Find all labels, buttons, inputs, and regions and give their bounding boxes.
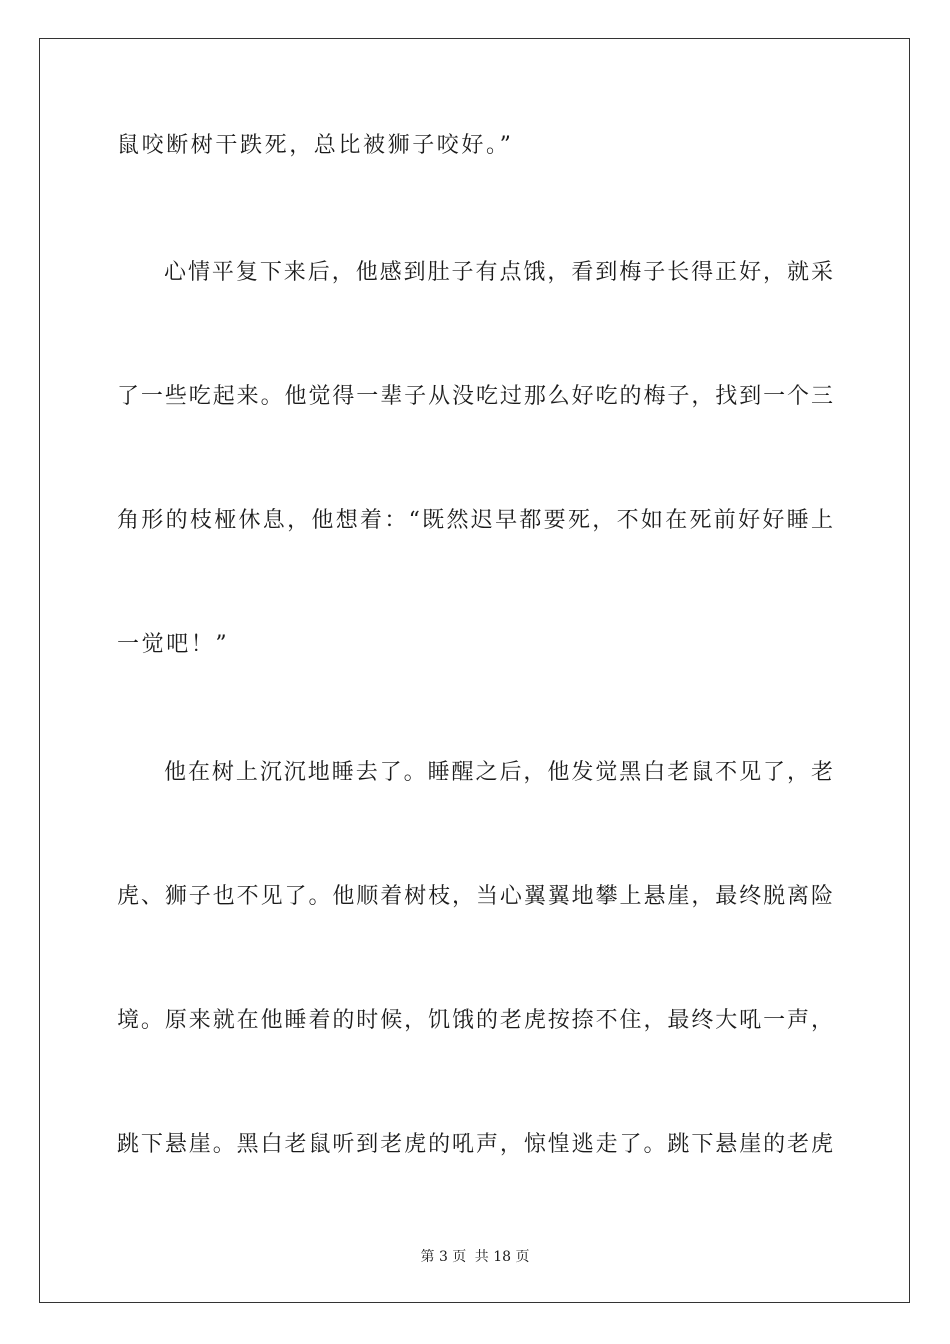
page-border: [39, 38, 910, 1303]
page-footer: [0, 1247, 950, 1267]
text-line-1: 鼠咬断树干跌死，总比被狮子咬好。”: [117, 133, 514, 158]
text-line-4: 角形的枝桠休息，他想着：“既然迟早都要死，不如在死前好好睡上: [117, 508, 833, 533]
page-number: 第 3 页: [420, 1249, 467, 1265]
text-line-5: 一觉吧！”: [117, 632, 230, 657]
text-line-9: 跳下悬崖。黑白老鼠听到老虎的吼声，惊惶逃走了。跳下悬崖的老虎: [117, 1132, 833, 1157]
text-line-8: 境。原来就在他睡着的时候，饥饿的老虎按捺不住，最终大吼一声，: [117, 1008, 833, 1033]
text-line-6: 他在树上沉沉地睡去了。睡醒之后，他发觉黑白老鼠不见了，老: [164, 760, 833, 785]
text-line-3: 了一些吃起来。他觉得一辈子从没吃过那么好吃的梅子，找到一个三: [117, 384, 833, 409]
text-line-7: 虎、狮子也不见了。他顺着树枝，当心翼翼地攀上悬崖，最终脱离险: [117, 884, 833, 909]
page-total: 共 18 页: [474, 1249, 530, 1265]
text-line-2: 心情平复下来后，他感到肚子有点饿，看到梅子长得正好，就采: [164, 260, 833, 285]
